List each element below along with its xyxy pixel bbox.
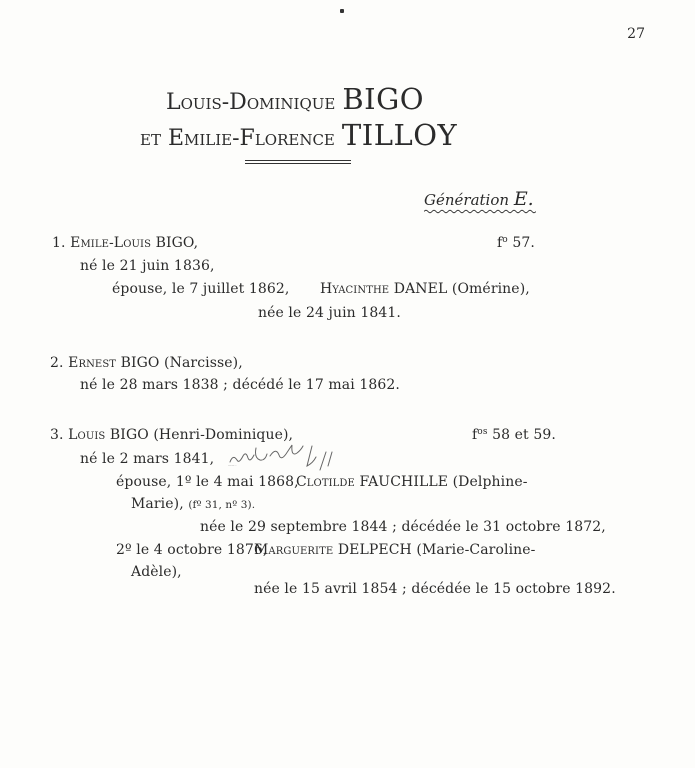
entry-1-marriage: épouse, le 7 juillet 1862,: [112, 281, 290, 297]
entry-3-spouse-1-name: FAUCHILLE (Delphine-: [359, 474, 528, 490]
entry-2-number: 2.: [50, 355, 64, 371]
svg-text:décédé août 191: décédé août 191: [228, 466, 237, 467]
page-number: 27: [627, 26, 645, 42]
entry-3-spouse-2: [254, 543, 535, 557]
entry-1-spouse: [320, 282, 530, 296]
title-given-names-2: et Emilie-Florence: [140, 126, 335, 151]
generation-label: Génération: [424, 191, 510, 209]
entry-1-spouse-name: DANEL (Omérine),: [393, 281, 530, 297]
entry-3-marriage-1: épouse, 1º le 4 mai 1868,: [116, 474, 299, 490]
generation-heading: [424, 188, 534, 210]
handwritten-death-annotation: [226, 442, 350, 474]
entry-3-birth: né le 2 mars 1841,: [80, 451, 215, 467]
entry-3-spouse-1: [296, 475, 528, 489]
entry-2-given-name: Ernest: [68, 355, 117, 371]
entry-3-given-name: Louis: [68, 427, 106, 443]
entry-3-spouse-2-dates: née le 15 avril 1854 ; décédée le 15 octobre 1892.: [254, 581, 616, 597]
generation-underline: [424, 209, 536, 214]
entry-1-number: 1.: [52, 235, 66, 251]
entry-1-surname: BIGO,: [155, 235, 199, 251]
title-given-names-1: Louis-Dominique: [166, 90, 336, 115]
entry-1-folio: $f^o$ 57.: [497, 235, 535, 251]
title-surname-1: BIGO: [342, 82, 425, 116]
entry-1-heading: [52, 236, 198, 250]
title-surname-2: TILLOY: [341, 118, 458, 152]
entry-3-spouse-2-first-name: Marguerite: [254, 542, 334, 558]
entry-3-heading: [50, 428, 293, 442]
entry-2-dates: né le 28 mars 1838 ; décédé le 17 mai 1862.: [80, 377, 400, 393]
entry-1-given-name: Emile-Louis: [70, 235, 152, 251]
entry-2-surname: BIGO (Narcisse),: [120, 355, 243, 371]
entry-1-spouse-first-name: Hyacinthe: [320, 281, 390, 297]
generation-letter: E.: [513, 188, 534, 210]
entry-3-spouse-2-cont: Adèle),: [131, 564, 182, 580]
title-rule-bottom: [245, 163, 351, 164]
entry-3-surname: BIGO (Henri-Dominique),: [109, 427, 294, 443]
entry-3-spouse-1-cont: Marie), (fº 31, nº 3).: [131, 496, 256, 512]
entry-1-spouse-birth: née le 24 juin 1841.: [258, 305, 401, 321]
entry-2-heading: [50, 356, 243, 370]
entry-3-marriage-2: 2º le 4 octobre 1876,: [116, 542, 268, 558]
title-line-2: [140, 118, 457, 152]
entry-3-folio: $f^{os}$ 58 et 59.: [472, 427, 556, 443]
title-line-1: [166, 82, 424, 116]
entry-3-number: 3.: [50, 427, 64, 443]
printer-mark: [340, 9, 344, 13]
entry-1-birth: né le 21 juin 1836,: [80, 258, 215, 274]
entry-3-spouse-1-dates: née le 29 septembre 1844 ; décédée le 31 octobre 1872,: [200, 519, 606, 535]
entry-3-spouse-1-first-name: Clotilde: [296, 474, 355, 490]
entry-3-spouse-2-name: DELPECH (Marie-Caroline-: [337, 542, 536, 558]
title-rule-top: [245, 160, 351, 161]
entry-3-spouse-1-reference: (fº 31, nº 3).: [188, 499, 256, 511]
